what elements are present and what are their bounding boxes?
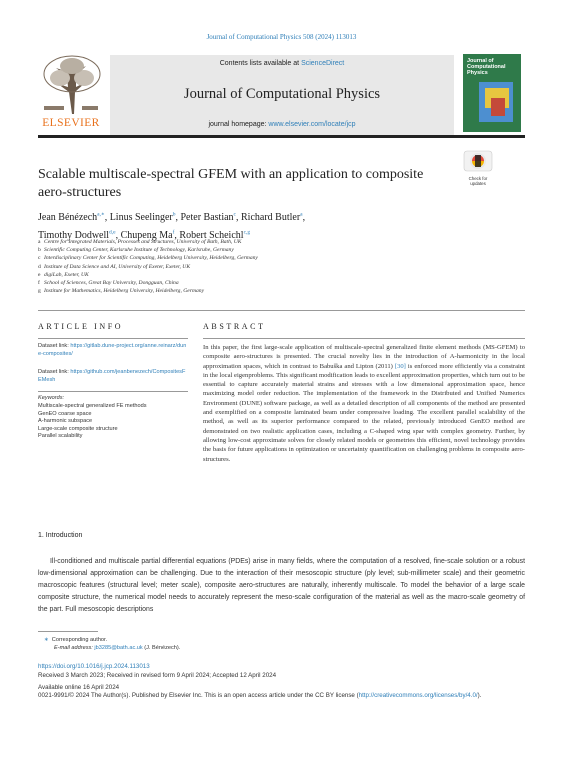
dataset-link-2-url[interactable]: https://github.com/jeanbenezech/CompositesFEMesh (38, 369, 186, 383)
footnote-rule (38, 631, 98, 632)
author-affiliation-marker[interactable]: d,e (109, 229, 116, 236)
keyword-item: GenEO coarse space (38, 410, 92, 417)
author (241, 212, 305, 223)
available-online: Available online 16 April 2024 (38, 683, 120, 691)
abstract-part-1: In this paper, the first large-scale application of multiscale-spectral generalized finite element methods (MS-GFEM) to composite aero-structures is presented. The crucial novelty lies in the introduction of A-harmonicity in the local approximation spaces, which in contrast to Babuška and Lipton (2011) (203, 344, 525, 370)
affiliation-letter: d (38, 263, 41, 270)
author-affiliation-marker[interactable]: f (172, 229, 175, 236)
email-suffix: (J. Bénézech). (142, 645, 181, 652)
affiliation-letter: c (38, 255, 41, 262)
keyword-item: Multiscale-spectral generalized FE methods (38, 403, 147, 409)
journal-cover-image (463, 54, 521, 132)
affiliation-letter: e (38, 271, 41, 278)
dataset-link-2-label: Dataset link: (38, 369, 71, 375)
dataset-link-1-label: Dataset link: (38, 343, 71, 349)
affiliation-text: Institute for Mathematics, Heidelberg University, Heidelberg, Germany (44, 288, 205, 295)
affiliation-letter: b (38, 247, 41, 254)
author-separator: , (236, 212, 241, 224)
homepage-line (110, 121, 454, 128)
author-name: Linus Seelinger (109, 212, 173, 224)
affiliation-text: Institute of Data Science and AI, University of Exeter, Exeter, UK (44, 263, 191, 270)
header-rule (38, 135, 525, 138)
author-separator: , (104, 212, 110, 224)
abstract-reference-link[interactable]: [30] (394, 362, 406, 370)
author-name: Timothy Dodwell (38, 229, 110, 241)
introduction-heading: 1. Introduction (38, 532, 83, 539)
contents-line (110, 60, 454, 67)
dataset-rule (38, 391, 188, 392)
keyword-item: Large-scale composite structure (38, 425, 118, 432)
abstract-rule (203, 338, 525, 339)
affiliation-text: Scientific Computing Center, Karlsruhe Institute of Technology, Karlsruhe, Germany (44, 247, 234, 254)
keyword-item: Parallel scalability (38, 433, 83, 440)
author (110, 212, 181, 223)
cover-title: Journal of Computational Physics (467, 58, 506, 76)
author-name: Robert Scheichl (179, 229, 244, 241)
author (181, 212, 242, 223)
header-separator (38, 310, 525, 311)
affiliation-item (38, 238, 518, 246)
email-line (38, 644, 525, 652)
author-affiliation-marker[interactable]: b (172, 212, 176, 218)
affiliation-letter: f (38, 280, 40, 287)
keyword-item: A-harmonic subspace (38, 418, 93, 425)
author-name: Richard Butler (241, 212, 301, 224)
author-separator: , (302, 212, 306, 224)
doi-link[interactable]: https://doi.org/10.1016/j.jcp.2024.113013 (38, 663, 150, 670)
affiliation-letter: g (38, 288, 41, 295)
abstract-text (203, 343, 525, 464)
dataset-link-1-url[interactable]: https://gitlab.dune-project.org/anne.reinarz/dune-composites/ (38, 343, 187, 357)
affiliation-item (38, 271, 518, 279)
dataset-link-2 (38, 369, 188, 384)
abstract-heading: ABSTRACT (203, 322, 266, 331)
affiliation-item (38, 279, 518, 287)
author-separator: , (174, 229, 180, 241)
author-affiliation-marker[interactable]: c (233, 212, 236, 218)
affiliation-text: digiLab, Exeter, UK (44, 271, 89, 278)
journal-name: Journal of Computational Physics (183, 86, 381, 102)
corresponding-author-label: Corresponding author. (51, 637, 108, 643)
license-link[interactable]: http://creativecommons.org/licenses/by/4.0/ (358, 692, 478, 700)
article-info-heading: ARTICLE INFO (38, 322, 124, 331)
footnote (38, 636, 525, 652)
affiliation-list (38, 238, 518, 295)
journal-citation[interactable]: Journal of Computational Physics 508 (2024) 113013 (206, 33, 357, 41)
footnote-marker: ∗ (44, 637, 49, 643)
affiliation-item (38, 287, 518, 295)
article-meta (38, 663, 525, 701)
copyright-line (38, 692, 525, 701)
check-for-updates-label: Check for updates (468, 176, 488, 186)
email-label: E-mail address: (54, 645, 95, 652)
affiliation-text: School of Sciences, Great Bay University, Dongguan, China (44, 280, 179, 287)
article-info-rule (38, 338, 188, 339)
received-dates: Received 3 March 2023; Received in revised form 9 April 2024; Accepted 12 April 2024 (38, 671, 277, 679)
copyright-end: ). (477, 692, 482, 700)
affiliation-letter: a (38, 239, 41, 245)
introduction-paragraph: Ill-conditioned and multiscale partial differential equations (PDEs) arise in many fields, where the computation of a resolved, fine-scale solution or a robust low-dimensional approximation can be challenging. Due to the interaction of their mesoscopic structure (ply level; sub-millimeter scale) and their geometric macroscopic features (structural level; meter scale), composite aero-structures are naturally, inherently multiscale. To model the behavior of a large scale composite structure, the numerical model needs to accurately represent the meso-scale configuration of the material as well as the macro-scale geometry of the part. Full mesoscopic descriptions (38, 558, 525, 613)
keyword-list (38, 403, 188, 441)
contents-prefix: Contents lists available at (219, 60, 302, 67)
author-name: Chupeng Ma (120, 229, 173, 241)
author-separator: , (175, 212, 181, 224)
affiliation-text: Interdisciplinary Center for Scientific Computing, Heidelberg University, Heidelberg, Germany (44, 255, 258, 262)
author-affiliation-marker[interactable]: a,∗ (97, 212, 105, 218)
affiliation-item (38, 263, 518, 271)
homepage-link[interactable]: www.elsevier.com/locate/jcp (268, 121, 356, 128)
author-name: Peter Bastian (180, 212, 234, 224)
affiliation-text: Centre for Integrated Materials, Processes and Structures, University of Bath, Bath, UK (44, 239, 242, 245)
author-affiliation-marker[interactable]: c,g (243, 229, 251, 236)
check-for-updates-icon[interactable] (463, 150, 493, 186)
keywords-heading: Keywords: (38, 395, 65, 401)
copyright-text: 0021-9991/© 2024 The Author(s). Published by Elsevier Inc. This is an open access article under the CC BY license ( (38, 692, 359, 700)
author-name: Jean Bénézech (38, 212, 98, 224)
author-separator: , (115, 229, 121, 241)
article-title: Scalable multiscale-spectral GFEM with an application to composite aero-structures (38, 167, 424, 200)
affiliation-item (38, 254, 518, 262)
homepage-prefix: journal homepage: (208, 121, 269, 128)
sciencedirect-link[interactable]: ScienceDirect (301, 60, 345, 67)
corresponding-author-note (38, 636, 525, 644)
email-link[interactable]: jb3285@bath.ac.uk (94, 645, 143, 652)
author-affiliation-marker[interactable]: a (300, 212, 303, 218)
publisher-name: ELSEVIER (42, 117, 100, 129)
author (38, 212, 110, 223)
abstract-part-2: is enforced more efficiently via a constraint in the local eigenproblems. This significant modification leads to excellent approximation properties, which turn out to be essential to capture accurately material strains and stresses with a low dimensional approximation space, hence maximizing model order reduction. The implementation of the framework in the Distributed and Unified Numerics Environment (DUNE) software package, as well as a detailed description of all components of the method are presented and exemplified on a composite laminated beam under compressive loading. The excellent parallel scalability of the method, as well as its superior performance compared to the related, previously introduced GenEO method are demonstrated on two realistic application cases, including a C-shaped wing spar with complex geometry. Further, by allowing low-cost approximate solves for closely related models or geometries this efficient, novel technology provides the basis for future applications in optimization or uncertainty quantification on challenging problems in composite aero-structures. (203, 362, 525, 463)
dataset-link-1 (38, 343, 188, 358)
affiliation-item (38, 246, 518, 254)
